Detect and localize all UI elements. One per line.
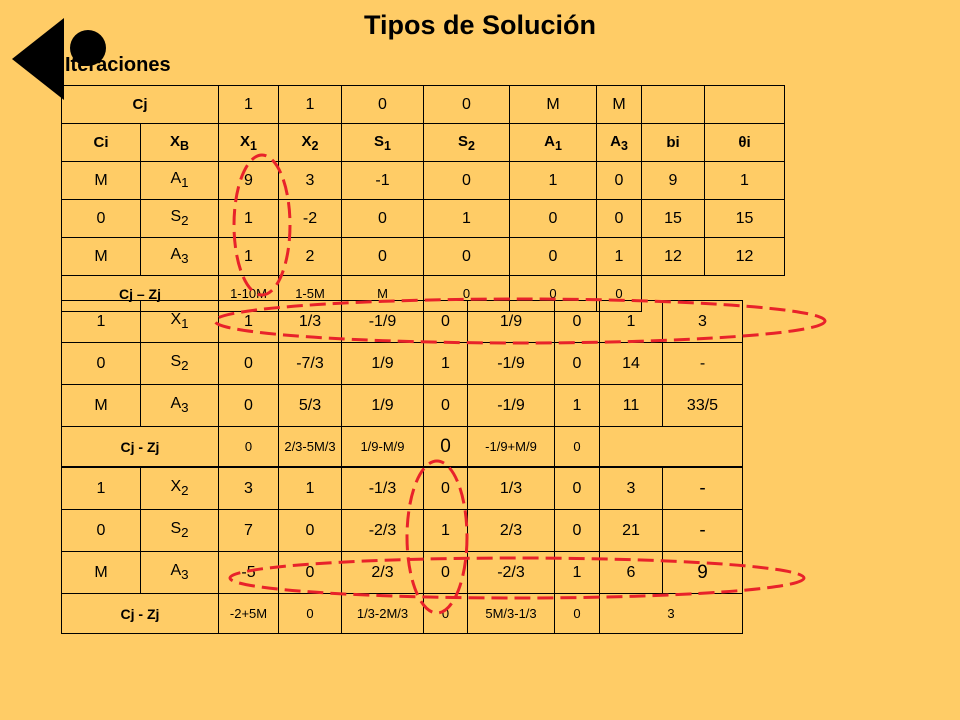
value-cell: 5/3 — [279, 385, 342, 427]
value-cell: -2 — [279, 200, 342, 238]
value-cell: 1 — [424, 510, 468, 552]
value-cell: 1 — [279, 468, 342, 510]
cj-zj-label: Cj - Zj — [62, 594, 219, 634]
value-cell: 0 — [424, 468, 468, 510]
value-cell: 7 — [219, 510, 279, 552]
value-cell: 1/9 — [342, 343, 424, 385]
cj-zj-value: 1-10M — [219, 276, 279, 312]
cj-value — [705, 86, 785, 124]
value-cell: 2/3 — [468, 510, 555, 552]
cj-value: 0 — [342, 86, 424, 124]
cj-zj-value: 0 — [510, 276, 597, 312]
cj-zj-value: 1-5M — [279, 276, 342, 312]
xb-cell: $A_3$ — [141, 238, 219, 276]
ci-cell: M — [62, 385, 141, 427]
value-cell: 0 — [424, 301, 468, 343]
ci-cell: M — [62, 238, 141, 276]
theta-cell: 1 — [705, 162, 785, 200]
value-cell: 1 — [219, 200, 279, 238]
simplex-table-iteration-2 — [61, 300, 743, 467]
cj-zj-value: 2/3-5M/3 — [279, 427, 342, 467]
cj-zj-label: Cj – Zj — [62, 276, 219, 312]
value-cell: 1 — [219, 301, 279, 343]
value-cell: 0 — [555, 468, 600, 510]
value-cell: 2 — [279, 238, 342, 276]
xb-cell: $X_2$ — [141, 468, 219, 510]
theta-cell: 3 — [663, 301, 743, 343]
value-cell: 3 — [279, 162, 342, 200]
value-cell: 0 — [555, 343, 600, 385]
cj-zj-value: -1/9+M/9 — [468, 427, 555, 467]
table-row — [62, 200, 785, 238]
value-cell: 1 — [555, 385, 600, 427]
value-cell: -2/3 — [468, 552, 555, 594]
col-header-theta: θi — [705, 124, 785, 162]
cj-zj-row — [62, 427, 743, 467]
theta-cell: 9 — [663, 552, 743, 594]
cj-zj-value: M — [342, 276, 424, 312]
bi-cell: 15 — [642, 200, 705, 238]
col-header-a1: $A_1$ — [510, 124, 597, 162]
col-header-ci: Ci — [62, 124, 141, 162]
cj-zj-row — [62, 594, 743, 634]
value-cell: 0 — [424, 162, 510, 200]
cj-zj-value: 0 — [555, 594, 600, 634]
value-cell: 0 — [219, 385, 279, 427]
subtitle: Iteraciones — [65, 54, 171, 76]
value-cell: 0 — [424, 238, 510, 276]
value-cell: -1/9 — [468, 343, 555, 385]
cj-zj-value: 0 — [597, 276, 642, 312]
col-header-x2: $X_2$ — [279, 124, 342, 162]
value-cell: 1/9 — [468, 301, 555, 343]
value-cell: 3 — [219, 468, 279, 510]
cj-value: 1 — [219, 86, 279, 124]
cj-value: 0 — [424, 86, 510, 124]
theta-cell: 12 — [705, 238, 785, 276]
table-row — [62, 552, 743, 594]
value-cell: 1 — [219, 238, 279, 276]
simplex-table-iteration-1 — [61, 85, 785, 312]
value-cell: 0 — [510, 238, 597, 276]
value-cell: -2/3 — [342, 510, 424, 552]
cj-value: M — [510, 86, 597, 124]
cj-value: M — [597, 86, 642, 124]
bi-cell: 1 — [600, 301, 663, 343]
bi-cell: 14 — [600, 343, 663, 385]
empty-cell — [600, 427, 743, 467]
value-cell: 0 — [279, 510, 342, 552]
ci-cell: 0 — [62, 200, 141, 238]
ci-cell: 1 — [62, 301, 141, 343]
table-row — [62, 385, 743, 427]
value-cell: -1/9 — [342, 301, 424, 343]
col-header-bi: bi — [642, 124, 705, 162]
value-cell: 0 — [555, 301, 600, 343]
theta-cell: - — [663, 510, 743, 552]
value-cell: 0 — [597, 162, 642, 200]
cj-zj-value: 0 — [279, 594, 342, 634]
cj-zj-value: 0 — [424, 276, 510, 312]
cj-value: 1 — [279, 86, 342, 124]
value-cell: 1 — [424, 343, 468, 385]
value-cell: 1 — [424, 200, 510, 238]
value-cell: 0 — [510, 200, 597, 238]
xb-cell: $A_3$ — [141, 552, 219, 594]
value-cell: 0 — [424, 552, 468, 594]
table-row — [62, 238, 785, 276]
cj-zj-value: 3 — [600, 594, 743, 634]
cj-label: Cj — [62, 86, 219, 124]
value-cell: 1/3 — [468, 468, 555, 510]
bi-cell: 21 — [600, 510, 663, 552]
cj-value — [642, 86, 705, 124]
simplex-table-iteration-3 — [61, 467, 743, 634]
value-cell: 1/3 — [279, 301, 342, 343]
theta-cell: 15 — [705, 200, 785, 238]
xb-cell: $S_2$ — [141, 510, 219, 552]
xb-cell: $X_1$ — [141, 301, 219, 343]
table-row — [62, 510, 743, 552]
cj-zj-value: 1/9-M/9 — [342, 427, 424, 467]
bi-cell: 3 — [600, 468, 663, 510]
ci-cell: 0 — [62, 343, 141, 385]
value-cell: 0 — [597, 200, 642, 238]
cj-zj-value: 0 — [424, 594, 468, 634]
theta-cell: - — [663, 343, 743, 385]
col-header-s2: $S_2$ — [424, 124, 510, 162]
value-cell: 0 — [424, 385, 468, 427]
xb-cell: $A_3$ — [141, 385, 219, 427]
cj-row — [62, 86, 785, 124]
value-cell: 1 — [510, 162, 597, 200]
cj-zj-value: 0 — [219, 427, 279, 467]
value-cell: 2/3 — [342, 552, 424, 594]
bi-cell: 9 — [642, 162, 705, 200]
xb-cell: $A_1$ — [141, 162, 219, 200]
xb-cell: $S_2$ — [141, 343, 219, 385]
value-cell: 0 — [342, 200, 424, 238]
ci-cell: M — [62, 162, 141, 200]
ci-cell: 1 — [62, 468, 141, 510]
bi-cell: 6 — [600, 552, 663, 594]
cj-zj-value: -2+5M — [219, 594, 279, 634]
value-cell: 0 — [555, 510, 600, 552]
theta-cell: - — [663, 468, 743, 510]
bi-cell: 11 — [600, 385, 663, 427]
table-row — [62, 468, 743, 510]
cj-zj-value: 1/3-2M/3 — [342, 594, 424, 634]
value-cell: 9 — [219, 162, 279, 200]
cj-zj-label: Cj - Zj — [62, 427, 219, 467]
value-cell: -5 — [219, 552, 279, 594]
col-header-s1: $S_1$ — [342, 124, 424, 162]
col-header-xb: $X_B$ — [141, 124, 219, 162]
cj-zj-value: 0 — [555, 427, 600, 467]
value-cell: -1/9 — [468, 385, 555, 427]
xb-cell: $S_2$ — [141, 200, 219, 238]
value-cell: 0 — [219, 343, 279, 385]
ci-cell: 0 — [62, 510, 141, 552]
value-cell: -7/3 — [279, 343, 342, 385]
value-cell: -1/3 — [342, 468, 424, 510]
value-cell: 0 — [279, 552, 342, 594]
table-row — [62, 162, 785, 200]
theta-cell: 33/5 — [663, 385, 743, 427]
table-row — [62, 343, 743, 385]
value-cell: -1 — [342, 162, 424, 200]
table-row — [62, 301, 743, 343]
bi-cell: 12 — [642, 238, 705, 276]
header-row — [62, 124, 785, 162]
value-cell: 1 — [555, 552, 600, 594]
col-header-x1: $X_1$ — [219, 124, 279, 162]
cj-zj-value: 5M/3-1/3 — [468, 594, 555, 634]
value-cell: 0 — [342, 238, 424, 276]
value-cell: 1/9 — [342, 385, 424, 427]
cj-zj-value: 0 — [424, 427, 468, 467]
value-cell: 1 — [597, 238, 642, 276]
page-title: Tipos de Solución — [363, 10, 597, 40]
col-header-a3: $A_3$ — [597, 124, 642, 162]
ci-cell: M — [62, 552, 141, 594]
